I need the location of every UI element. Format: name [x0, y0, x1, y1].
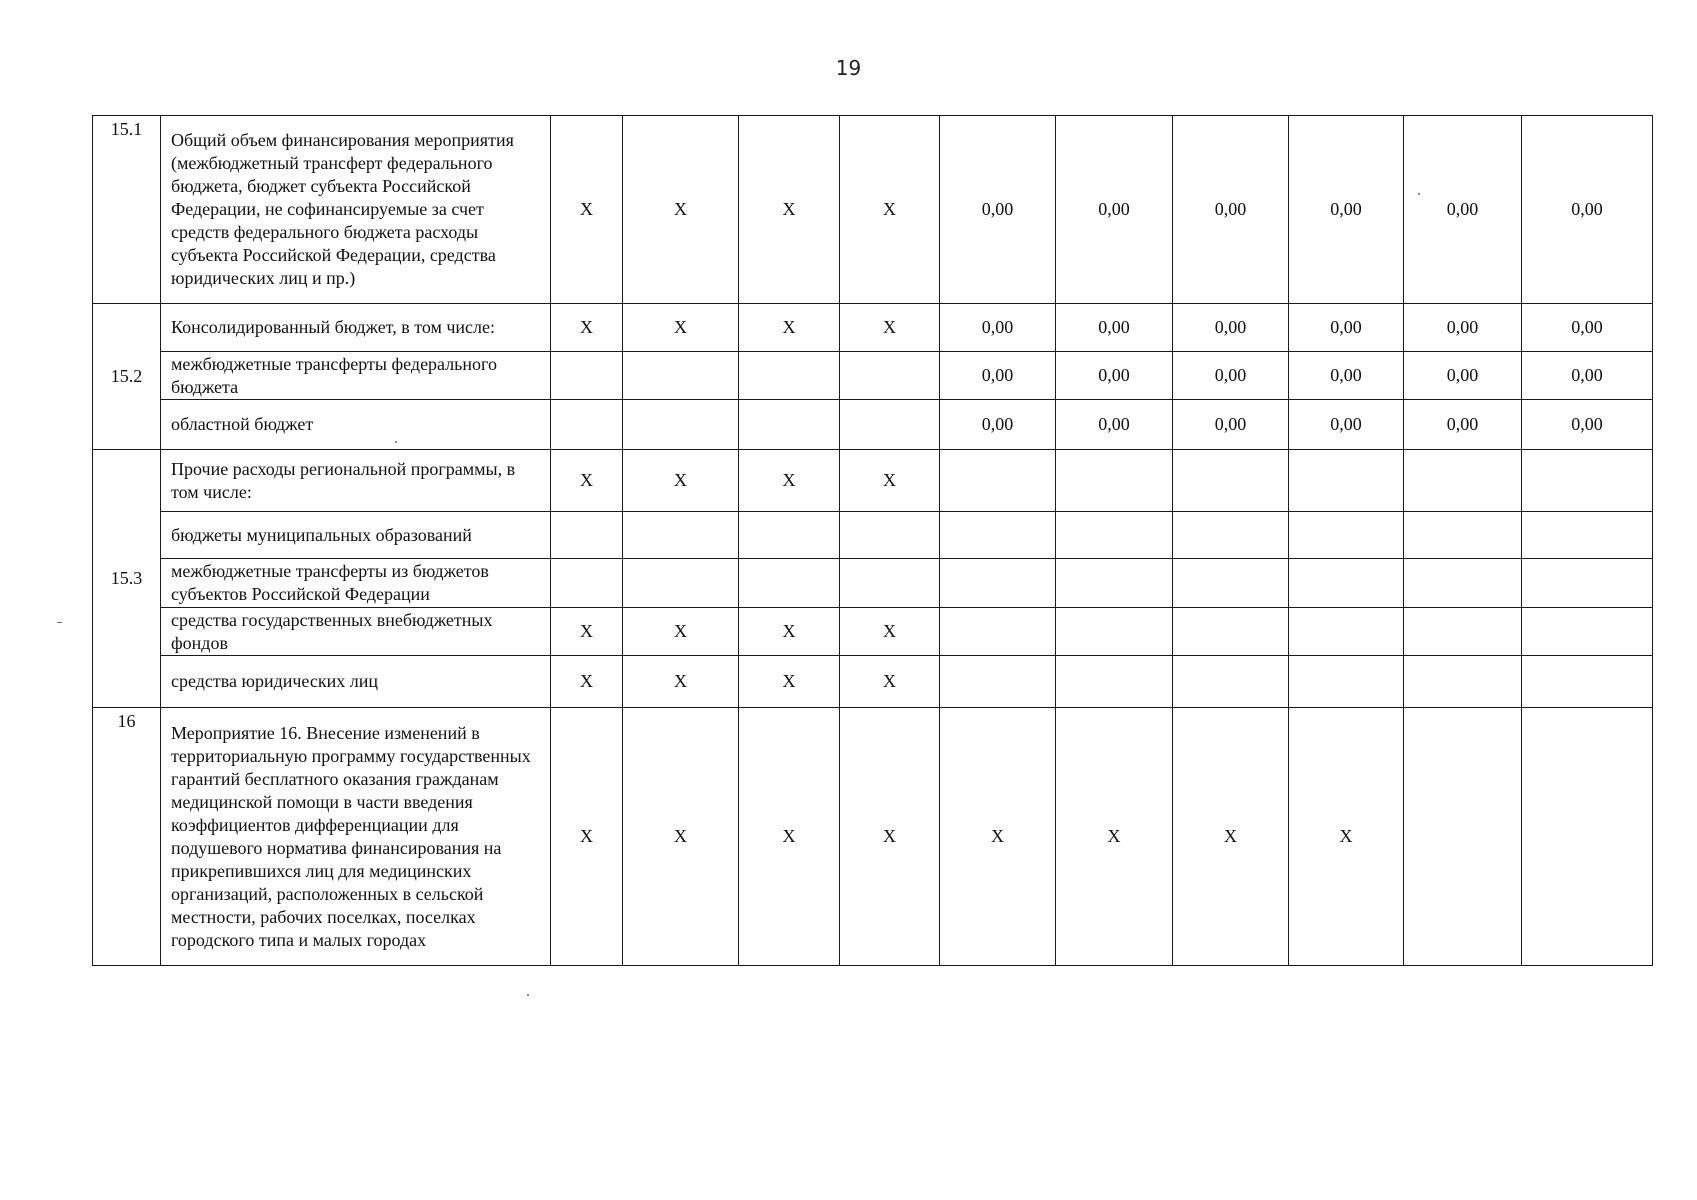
- value-cell: 0,00: [940, 352, 1056, 400]
- row-number: 16: [93, 708, 161, 966]
- value-cell: [623, 352, 739, 400]
- page-number: 19: [835, 56, 862, 80]
- value-cell: X: [623, 656, 739, 708]
- value-cell: [1404, 559, 1522, 608]
- value-cell: X: [623, 450, 739, 512]
- scan-speck: [395, 441, 397, 443]
- table-row: [93, 116, 1653, 304]
- value-cell: [1522, 450, 1653, 512]
- row-number: 15.1: [93, 116, 161, 304]
- row-number: 15.3: [93, 450, 161, 708]
- value-cell: 0,00: [1404, 304, 1522, 352]
- value-cell: [940, 450, 1056, 512]
- value-cell: X: [840, 708, 940, 966]
- value-cell: [1056, 512, 1173, 559]
- value-cell: [1173, 608, 1289, 656]
- scan-speck: [1418, 193, 1420, 195]
- value-cell: 0,00: [1173, 116, 1289, 304]
- value-cell: 0,00: [1404, 400, 1522, 450]
- value-cell: 0,00: [1522, 400, 1653, 450]
- value-cell: X: [840, 450, 940, 512]
- value-cell: [1404, 512, 1522, 559]
- value-cell: [840, 559, 940, 608]
- value-cell: [1289, 656, 1404, 708]
- value-cell: [1522, 656, 1653, 708]
- value-cell: X: [623, 608, 739, 656]
- value-cell: [940, 608, 1056, 656]
- value-cell: X: [1289, 708, 1404, 966]
- value-cell: 0,00: [1289, 116, 1404, 304]
- value-cell: [1404, 708, 1522, 966]
- value-cell: [1173, 450, 1289, 512]
- value-cell: [551, 400, 623, 450]
- value-cell: X: [551, 656, 623, 708]
- value-cell: 0,00: [940, 400, 1056, 450]
- value-cell: X: [551, 708, 623, 966]
- value-cell: 0,00: [940, 304, 1056, 352]
- value-cell: X: [739, 116, 840, 304]
- value-cell: X: [840, 656, 940, 708]
- value-cell: [1522, 608, 1653, 656]
- value-cell: X: [840, 116, 940, 304]
- row-number: 15.2: [93, 304, 161, 450]
- row-label: областной бюджет: [161, 400, 551, 450]
- table-row: [93, 656, 1653, 708]
- table-row: [93, 304, 1653, 352]
- value-cell: 0,00: [1173, 352, 1289, 400]
- value-cell: 0,00: [1404, 116, 1522, 304]
- value-cell: [1056, 559, 1173, 608]
- value-cell: [940, 656, 1056, 708]
- value-cell: [1056, 450, 1173, 512]
- value-cell: 0,00: [1404, 352, 1522, 400]
- value-cell: X: [739, 708, 840, 966]
- value-cell: [1289, 450, 1404, 512]
- row-label: средства юридических лиц: [161, 656, 551, 708]
- value-cell: [840, 400, 940, 450]
- value-cell: [940, 559, 1056, 608]
- value-cell: X: [623, 304, 739, 352]
- value-cell: [1522, 708, 1653, 966]
- row-label: Общий объем финансирования мероприятия (межбюджетный трансферт федерального бюджета, бюджет субъекта Российской Федерации, не софинансируемые за счет средств федерального бюджета расходы субъекта Российской Федерации, средства юридических лиц и пр.): [161, 116, 551, 304]
- value-cell: X: [739, 304, 840, 352]
- value-cell: [1173, 656, 1289, 708]
- value-cell: 0,00: [1173, 304, 1289, 352]
- value-cell: [739, 512, 840, 559]
- row-label: бюджеты муниципальных образований: [161, 512, 551, 559]
- value-cell: [551, 352, 623, 400]
- value-cell: [1289, 559, 1404, 608]
- value-cell: [1173, 512, 1289, 559]
- value-cell: 0,00: [1522, 352, 1653, 400]
- value-cell: [1404, 450, 1522, 512]
- value-cell: [1056, 608, 1173, 656]
- value-cell: X: [840, 608, 940, 656]
- value-cell: X: [623, 708, 739, 966]
- value-cell: [1404, 656, 1522, 708]
- row-label: Консолидированный бюджет, в том числе:: [161, 304, 551, 352]
- table-row: [93, 400, 1653, 450]
- table-row: [93, 512, 1653, 559]
- value-cell: [623, 559, 739, 608]
- value-cell: [623, 400, 739, 450]
- value-cell: 0,00: [940, 116, 1056, 304]
- table-row: [93, 450, 1653, 512]
- value-cell: X: [551, 608, 623, 656]
- table-row: [93, 708, 1653, 966]
- value-cell: X: [840, 304, 940, 352]
- row-label: межбюджетные трансферты из бюджетов субъектов Российской Федерации: [161, 559, 551, 608]
- value-cell: 0,00: [1056, 116, 1173, 304]
- value-cell: 0,00: [1522, 116, 1653, 304]
- financing-table: [92, 115, 1653, 966]
- value-cell: X: [623, 116, 739, 304]
- value-cell: 0,00: [1522, 304, 1653, 352]
- value-cell: [940, 512, 1056, 559]
- row-label: средства государственных внебюджетных фондов: [161, 608, 551, 656]
- value-cell: [739, 352, 840, 400]
- scan-speck: [57, 622, 62, 623]
- value-cell: X: [940, 708, 1056, 966]
- value-cell: 0,00: [1173, 400, 1289, 450]
- value-cell: [1522, 559, 1653, 608]
- value-cell: [551, 559, 623, 608]
- value-cell: X: [739, 608, 840, 656]
- value-cell: [551, 512, 623, 559]
- table-row: [93, 352, 1653, 400]
- row-label: межбюджетные трансферты федерального бюджета: [161, 352, 551, 400]
- row-label: Мероприятие 16. Внесение изменений в территориальную программу государственных гарантий бесплатного оказания гражданам медицинской помощи в части введения коэффициентов дифференциации для подушевого норматива финансирования на прикрепившихся лиц для медицинских организаций, расположенных в сельской местности, рабочих поселках, поселках городского типа и малых городах: [161, 708, 551, 966]
- value-cell: X: [551, 116, 623, 304]
- scan-speck: [527, 994, 529, 996]
- value-cell: 0,00: [1289, 352, 1404, 400]
- value-cell: X: [739, 656, 840, 708]
- value-cell: 0,00: [1056, 400, 1173, 450]
- value-cell: [1289, 512, 1404, 559]
- value-cell: [1056, 656, 1173, 708]
- value-cell: [739, 559, 840, 608]
- value-cell: [840, 512, 940, 559]
- row-label: Прочие расходы региональной программы, в том числе:: [161, 450, 551, 512]
- value-cell: X: [1056, 708, 1173, 966]
- table-row: [93, 608, 1653, 656]
- value-cell: [1289, 608, 1404, 656]
- value-cell: X: [551, 450, 623, 512]
- value-cell: [840, 352, 940, 400]
- value-cell: [1522, 512, 1653, 559]
- table-row: [93, 559, 1653, 608]
- value-cell: 0,00: [1056, 352, 1173, 400]
- value-cell: [739, 400, 840, 450]
- value-cell: [623, 512, 739, 559]
- value-cell: X: [1173, 708, 1289, 966]
- value-cell: [1404, 608, 1522, 656]
- value-cell: 0,00: [1289, 304, 1404, 352]
- value-cell: 0,00: [1056, 304, 1173, 352]
- value-cell: [1173, 559, 1289, 608]
- value-cell: 0,00: [1289, 400, 1404, 450]
- value-cell: X: [739, 450, 840, 512]
- value-cell: X: [551, 304, 623, 352]
